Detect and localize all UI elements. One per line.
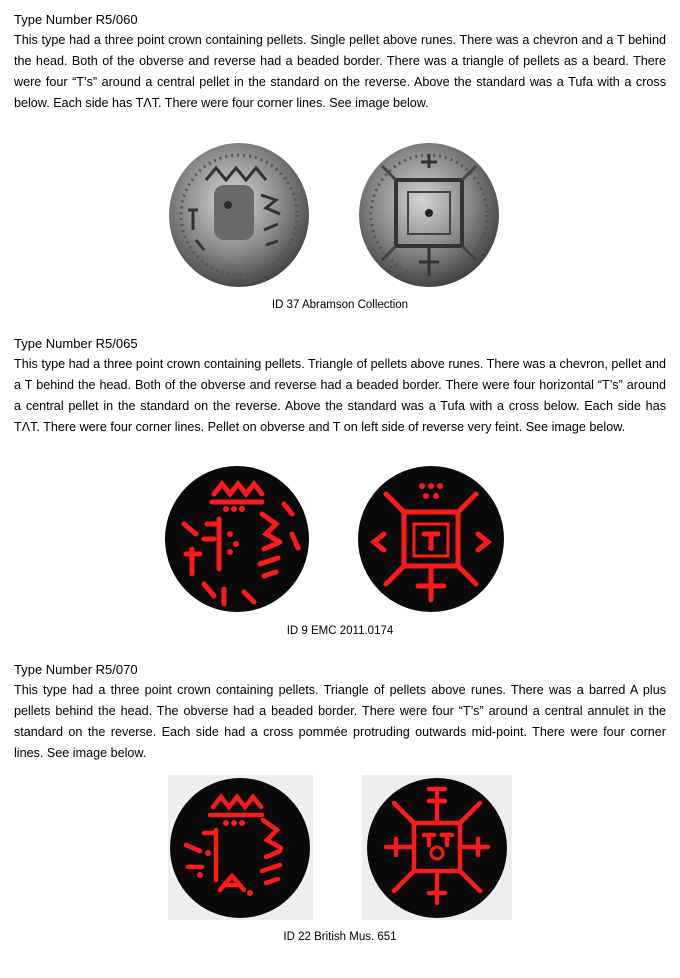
coin-obverse-photo [166, 140, 312, 290]
section-r5-065 [14, 334, 666, 438]
type-title: Type Number R5/060 [14, 12, 138, 27]
type-description: This type had a three point crown containing pellets. Single pellet above runes. There was a chevron and a T behind the head. Both of the obverse and reverse had a beaded border. There was a triangle of pellets as a beard. There were four “T’s” around a central pellet in the standard on the reverse. Above the standard was a Tufa with a cross below. Each side has TΛT. There were four corner lines. See image below. [14, 33, 666, 110]
coin-caption: ID 22 British Mus. 651 [283, 931, 397, 943]
coin-reverse-photo [356, 140, 502, 290]
type-title: Type Number R5/070 [14, 662, 138, 677]
type-title: Type Number R5/065 [14, 336, 138, 351]
section-r5-070 [14, 660, 666, 764]
coin-obverse-drawing [164, 464, 310, 614]
coin-caption: ID 9 EMC 2011.0174 [286, 625, 394, 637]
coin-caption: ID 37 Abramson Collection [271, 299, 409, 311]
coin-obverse-drawing [168, 775, 313, 920]
type-description: This type had a three point crown containing pellets. Triangle of pellets above runes. There was a barred A plus pellets behind the head. The obverse had a beaded border. There were four “T’s” around a central annulet in the standard on the reverse. Each side had a cross pommée protruding outwards mid-point. There were four corner lines. See image below. [14, 683, 666, 760]
section-r5-060 [14, 10, 666, 114]
coin-reverse-drawing [356, 464, 506, 614]
type-description: This type had a three point crown containing pellets. Triangle of pellets above runes. There was a chevron, pellet and a T behind the head. Both of the obverse and reverse had a beaded border. There were four horizontal “T’s” around a central pellet in the standard on the reverse. Above the standard was a Tufa with a cross below. Each side has TΛT. There were four corner lines. Pellet on obverse and T on left side of reverse very feint. See image below. [14, 357, 666, 434]
coin-reverse-drawing [362, 775, 512, 920]
